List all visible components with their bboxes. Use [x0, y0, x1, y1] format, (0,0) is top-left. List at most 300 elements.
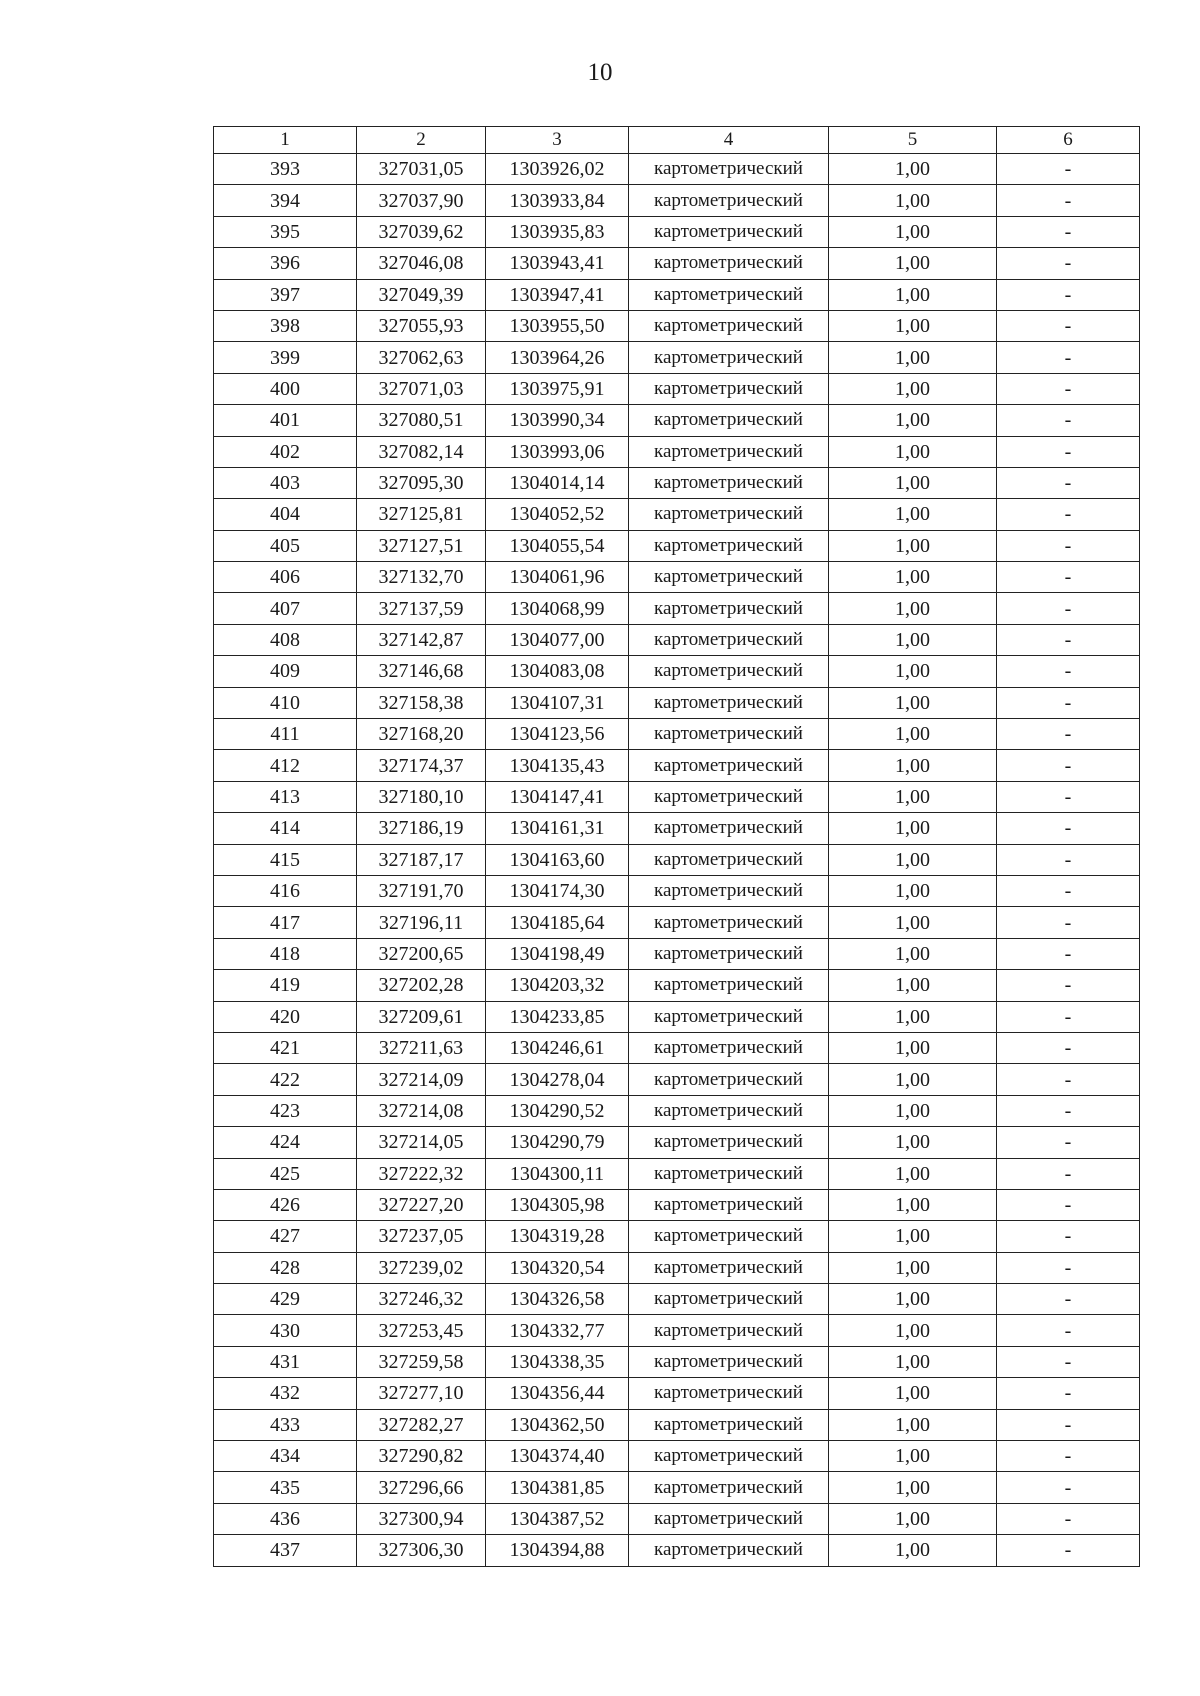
note-cell: -	[997, 373, 1140, 404]
x-coordinate-cell: 327211,63	[357, 1032, 486, 1063]
x-coordinate-cell: 327062,63	[357, 342, 486, 373]
note-cell: -	[997, 1472, 1140, 1503]
table-row	[214, 687, 1140, 718]
y-coordinate-cell: 1303964,26	[486, 342, 629, 373]
point-number-cell: 406	[214, 562, 357, 593]
y-coordinate-cell: 1303926,02	[486, 154, 629, 185]
note-cell: -	[997, 342, 1140, 373]
table-row	[214, 1064, 1140, 1095]
accuracy-cell: 1,00	[829, 1095, 997, 1126]
table-row	[214, 1252, 1140, 1283]
table-row	[214, 750, 1140, 781]
x-coordinate-cell: 327227,20	[357, 1189, 486, 1220]
accuracy-cell: 1,00	[829, 342, 997, 373]
accuracy-cell: 1,00	[829, 1064, 997, 1095]
table-row	[214, 1001, 1140, 1032]
method-cell: картометрический	[629, 781, 829, 812]
y-coordinate-cell: 1304055,54	[486, 530, 629, 561]
note-cell: -	[997, 1064, 1140, 1095]
accuracy-cell: 1,00	[829, 1032, 997, 1063]
x-coordinate-cell: 327306,30	[357, 1535, 486, 1566]
accuracy-cell: 1,00	[829, 154, 997, 185]
point-number-cell: 437	[214, 1535, 357, 1566]
table-row	[214, 342, 1140, 373]
method-cell: картометрический	[629, 279, 829, 310]
accuracy-cell: 1,00	[829, 405, 997, 436]
accuracy-cell: 1,00	[829, 719, 997, 750]
method-cell: картометрический	[629, 1441, 829, 1472]
table-row	[214, 1535, 1140, 1566]
point-number-cell: 408	[214, 624, 357, 655]
point-number-cell: 435	[214, 1472, 357, 1503]
note-cell: -	[997, 1409, 1140, 1440]
x-coordinate-cell: 327168,20	[357, 719, 486, 750]
header-col-1: 1	[214, 127, 357, 154]
y-coordinate-cell: 1304198,49	[486, 938, 629, 969]
accuracy-cell: 1,00	[829, 624, 997, 655]
x-coordinate-cell: 327253,45	[357, 1315, 486, 1346]
y-coordinate-cell: 1304381,85	[486, 1472, 629, 1503]
accuracy-cell: 1,00	[829, 1503, 997, 1534]
x-coordinate-cell: 327071,03	[357, 373, 486, 404]
point-number-cell: 426	[214, 1189, 357, 1220]
y-coordinate-cell: 1304161,31	[486, 813, 629, 844]
table-row	[214, 970, 1140, 1001]
accuracy-cell: 1,00	[829, 373, 997, 404]
point-number-cell: 427	[214, 1221, 357, 1252]
note-cell: -	[997, 938, 1140, 969]
y-coordinate-cell: 1304014,14	[486, 467, 629, 498]
point-number-cell: 421	[214, 1032, 357, 1063]
table-row	[214, 907, 1140, 938]
note-cell: -	[997, 1221, 1140, 1252]
x-coordinate-cell: 327200,65	[357, 938, 486, 969]
table-row	[214, 562, 1140, 593]
method-cell: картометрический	[629, 1503, 829, 1534]
table-row	[214, 279, 1140, 310]
method-cell: картометрический	[629, 530, 829, 561]
note-cell: -	[997, 1315, 1140, 1346]
method-cell: картометрический	[629, 467, 829, 498]
method-cell: картометрический	[629, 373, 829, 404]
note-cell: -	[997, 436, 1140, 467]
accuracy-cell: 1,00	[829, 687, 997, 718]
table-row	[214, 875, 1140, 906]
x-coordinate-cell: 327237,05	[357, 1221, 486, 1252]
table-row	[214, 1127, 1140, 1158]
point-number-cell: 397	[214, 279, 357, 310]
method-cell: картометрический	[629, 593, 829, 624]
point-number-cell: 409	[214, 656, 357, 687]
y-coordinate-cell: 1304387,52	[486, 1503, 629, 1534]
note-cell: -	[997, 530, 1140, 561]
table-row	[214, 1503, 1140, 1534]
x-coordinate-cell: 327174,37	[357, 750, 486, 781]
accuracy-cell: 1,00	[829, 1409, 997, 1440]
method-cell: картометрический	[629, 1221, 829, 1252]
x-coordinate-cell: 327180,10	[357, 781, 486, 812]
method-cell: картометрический	[629, 216, 829, 247]
accuracy-cell: 1,00	[829, 1221, 997, 1252]
note-cell: -	[997, 1346, 1140, 1377]
note-cell: -	[997, 1252, 1140, 1283]
note-cell: -	[997, 970, 1140, 1001]
accuracy-cell: 1,00	[829, 1284, 997, 1315]
method-cell: картометрический	[629, 687, 829, 718]
note-cell: -	[997, 1284, 1140, 1315]
table-row	[214, 248, 1140, 279]
header-col-2: 2	[357, 127, 486, 154]
note-cell: -	[997, 813, 1140, 844]
accuracy-cell: 1,00	[829, 844, 997, 875]
point-number-cell: 432	[214, 1378, 357, 1409]
table-row	[214, 1095, 1140, 1126]
table-row	[214, 1472, 1140, 1503]
x-coordinate-cell: 327186,19	[357, 813, 486, 844]
table-row	[214, 1441, 1140, 1472]
accuracy-cell: 1,00	[829, 279, 997, 310]
point-number-cell: 401	[214, 405, 357, 436]
note-cell: -	[997, 562, 1140, 593]
point-number-cell: 415	[214, 844, 357, 875]
header-col-4: 4	[629, 127, 829, 154]
method-cell: картометрический	[629, 844, 829, 875]
method-cell: картометрический	[629, 1189, 829, 1220]
method-cell: картометрический	[629, 656, 829, 687]
note-cell: -	[997, 750, 1140, 781]
point-number-cell: 400	[214, 373, 357, 404]
method-cell: картометрический	[629, 562, 829, 593]
point-number-cell: 410	[214, 687, 357, 718]
x-coordinate-cell: 327132,70	[357, 562, 486, 593]
note-cell: -	[997, 1095, 1140, 1126]
table-row	[214, 1221, 1140, 1252]
point-number-cell: 433	[214, 1409, 357, 1440]
x-coordinate-cell: 327049,39	[357, 279, 486, 310]
y-coordinate-cell: 1304300,11	[486, 1158, 629, 1189]
note-cell: -	[997, 1158, 1140, 1189]
table-row	[214, 216, 1140, 247]
note-cell: -	[997, 1001, 1140, 1032]
table-row	[214, 1378, 1140, 1409]
accuracy-cell: 1,00	[829, 593, 997, 624]
table-row	[214, 1284, 1140, 1315]
table-row	[214, 467, 1140, 498]
accuracy-cell: 1,00	[829, 1472, 997, 1503]
y-coordinate-cell: 1304083,08	[486, 656, 629, 687]
note-cell: -	[997, 1503, 1140, 1534]
y-coordinate-cell: 1303990,34	[486, 405, 629, 436]
note-cell: -	[997, 279, 1140, 310]
x-coordinate-cell: 327158,38	[357, 687, 486, 718]
y-coordinate-cell: 1304163,60	[486, 844, 629, 875]
method-cell: картометрический	[629, 970, 829, 1001]
y-coordinate-cell: 1304147,41	[486, 781, 629, 812]
point-number-cell: 417	[214, 907, 357, 938]
accuracy-cell: 1,00	[829, 1158, 997, 1189]
method-cell: картометрический	[629, 1127, 829, 1158]
x-coordinate-cell: 327080,51	[357, 405, 486, 436]
point-number-cell: 422	[214, 1064, 357, 1095]
y-coordinate-cell: 1304394,88	[486, 1535, 629, 1566]
method-cell: картометрический	[629, 719, 829, 750]
accuracy-cell: 1,00	[829, 499, 997, 530]
note-cell: -	[997, 781, 1140, 812]
table-row	[214, 844, 1140, 875]
accuracy-cell: 1,00	[829, 938, 997, 969]
x-coordinate-cell: 327214,08	[357, 1095, 486, 1126]
accuracy-cell: 1,00	[829, 1315, 997, 1346]
point-number-cell: 411	[214, 719, 357, 750]
note-cell: -	[997, 624, 1140, 655]
y-coordinate-cell: 1303955,50	[486, 310, 629, 341]
y-coordinate-cell: 1304123,56	[486, 719, 629, 750]
method-cell: картометрический	[629, 1158, 829, 1189]
table-row	[214, 938, 1140, 969]
y-coordinate-cell: 1303943,41	[486, 248, 629, 279]
accuracy-cell: 1,00	[829, 781, 997, 812]
table-row	[214, 373, 1140, 404]
y-coordinate-cell: 1304320,54	[486, 1252, 629, 1283]
y-coordinate-cell: 1303975,91	[486, 373, 629, 404]
y-coordinate-cell: 1304203,32	[486, 970, 629, 1001]
method-cell: картометрический	[629, 624, 829, 655]
y-coordinate-cell: 1304278,04	[486, 1064, 629, 1095]
accuracy-cell: 1,00	[829, 1378, 997, 1409]
method-cell: картометрический	[629, 1535, 829, 1566]
method-cell: картометрический	[629, 1001, 829, 1032]
note-cell: -	[997, 1378, 1140, 1409]
x-coordinate-cell: 327214,09	[357, 1064, 486, 1095]
table-row	[214, 813, 1140, 844]
x-coordinate-cell: 327277,10	[357, 1378, 486, 1409]
point-number-cell: 394	[214, 185, 357, 216]
point-number-cell: 436	[214, 1503, 357, 1534]
y-coordinate-cell: 1304107,31	[486, 687, 629, 718]
x-coordinate-cell: 327125,81	[357, 499, 486, 530]
method-cell: картометрический	[629, 499, 829, 530]
point-number-cell: 423	[214, 1095, 357, 1126]
method-cell: картометрический	[629, 405, 829, 436]
table-row	[214, 1189, 1140, 1220]
accuracy-cell: 1,00	[829, 750, 997, 781]
point-number-cell: 418	[214, 938, 357, 969]
point-number-cell: 430	[214, 1315, 357, 1346]
accuracy-cell: 1,00	[829, 970, 997, 1001]
note-cell: -	[997, 185, 1140, 216]
table-row	[214, 624, 1140, 655]
point-number-cell: 434	[214, 1441, 357, 1472]
note-cell: -	[997, 467, 1140, 498]
table-row	[214, 1409, 1140, 1440]
point-number-cell: 428	[214, 1252, 357, 1283]
x-coordinate-cell: 327137,59	[357, 593, 486, 624]
y-coordinate-cell: 1304185,64	[486, 907, 629, 938]
method-cell: картометрический	[629, 813, 829, 844]
accuracy-cell: 1,00	[829, 248, 997, 279]
method-cell: картометрический	[629, 1032, 829, 1063]
table-row	[214, 1032, 1140, 1063]
y-coordinate-cell: 1304052,52	[486, 499, 629, 530]
y-coordinate-cell: 1304326,58	[486, 1284, 629, 1315]
note-cell: -	[997, 310, 1140, 341]
y-coordinate-cell: 1303933,84	[486, 185, 629, 216]
coordinates-table	[213, 126, 1140, 1567]
point-number-cell: 396	[214, 248, 357, 279]
method-cell: картометрический	[629, 1378, 829, 1409]
note-cell: -	[997, 656, 1140, 687]
accuracy-cell: 1,00	[829, 1252, 997, 1283]
note-cell: -	[997, 154, 1140, 185]
x-coordinate-cell: 327046,08	[357, 248, 486, 279]
point-number-cell: 420	[214, 1001, 357, 1032]
header-col-3: 3	[486, 127, 629, 154]
accuracy-cell: 1,00	[829, 1441, 997, 1472]
y-coordinate-cell: 1304290,52	[486, 1095, 629, 1126]
x-coordinate-cell: 327296,66	[357, 1472, 486, 1503]
accuracy-cell: 1,00	[829, 185, 997, 216]
x-coordinate-cell: 327222,32	[357, 1158, 486, 1189]
point-number-cell: 405	[214, 530, 357, 561]
y-coordinate-cell: 1304356,44	[486, 1378, 629, 1409]
point-number-cell: 395	[214, 216, 357, 247]
x-coordinate-cell: 327082,14	[357, 436, 486, 467]
y-coordinate-cell: 1304290,79	[486, 1127, 629, 1158]
accuracy-cell: 1,00	[829, 310, 997, 341]
x-coordinate-cell: 327239,02	[357, 1252, 486, 1283]
y-coordinate-cell: 1303947,41	[486, 279, 629, 310]
y-coordinate-cell: 1304174,30	[486, 875, 629, 906]
accuracy-cell: 1,00	[829, 1189, 997, 1220]
x-coordinate-cell: 327202,28	[357, 970, 486, 1001]
y-coordinate-cell: 1304362,50	[486, 1409, 629, 1440]
x-coordinate-cell: 327039,62	[357, 216, 486, 247]
point-number-cell: 403	[214, 467, 357, 498]
x-coordinate-cell: 327187,17	[357, 844, 486, 875]
accuracy-cell: 1,00	[829, 436, 997, 467]
method-cell: картометрический	[629, 154, 829, 185]
method-cell: картометрический	[629, 342, 829, 373]
y-coordinate-cell: 1304233,85	[486, 1001, 629, 1032]
method-cell: картометрический	[629, 1095, 829, 1126]
x-coordinate-cell: 327095,30	[357, 467, 486, 498]
accuracy-cell: 1,00	[829, 1535, 997, 1566]
method-cell: картометрический	[629, 1284, 829, 1315]
table-header	[214, 127, 1140, 154]
note-cell: -	[997, 499, 1140, 530]
note-cell: -	[997, 1441, 1140, 1472]
accuracy-cell: 1,00	[829, 907, 997, 938]
table-row	[214, 530, 1140, 561]
table-row	[214, 656, 1140, 687]
note-cell: -	[997, 1189, 1140, 1220]
accuracy-cell: 1,00	[829, 875, 997, 906]
point-number-cell: 412	[214, 750, 357, 781]
x-coordinate-cell: 327031,05	[357, 154, 486, 185]
accuracy-cell: 1,00	[829, 216, 997, 247]
point-number-cell: 429	[214, 1284, 357, 1315]
accuracy-cell: 1,00	[829, 1346, 997, 1377]
x-coordinate-cell: 327282,27	[357, 1409, 486, 1440]
note-cell: -	[997, 1535, 1140, 1566]
accuracy-cell: 1,00	[829, 530, 997, 561]
note-cell: -	[997, 687, 1140, 718]
table-row	[214, 1158, 1140, 1189]
accuracy-cell: 1,00	[829, 1127, 997, 1158]
note-cell: -	[997, 593, 1140, 624]
x-coordinate-cell: 327037,90	[357, 185, 486, 216]
y-coordinate-cell: 1304061,96	[486, 562, 629, 593]
note-cell: -	[997, 405, 1140, 436]
y-coordinate-cell: 1304305,98	[486, 1189, 629, 1220]
method-cell: картометрический	[629, 436, 829, 467]
table-row	[214, 593, 1140, 624]
accuracy-cell: 1,00	[829, 656, 997, 687]
note-cell: -	[997, 719, 1140, 750]
header-col-6: 6	[997, 127, 1140, 154]
header-col-5: 5	[829, 127, 997, 154]
method-cell: картометрический	[629, 875, 829, 906]
table-row	[214, 1346, 1140, 1377]
x-coordinate-cell: 327246,32	[357, 1284, 486, 1315]
y-coordinate-cell: 1303935,83	[486, 216, 629, 247]
x-coordinate-cell: 327142,87	[357, 624, 486, 655]
note-cell: -	[997, 1032, 1140, 1063]
table-row	[214, 436, 1140, 467]
method-cell: картометрический	[629, 248, 829, 279]
point-number-cell: 424	[214, 1127, 357, 1158]
point-number-cell: 402	[214, 436, 357, 467]
point-number-cell: 416	[214, 875, 357, 906]
point-number-cell: 398	[214, 310, 357, 341]
y-coordinate-cell: 1304319,28	[486, 1221, 629, 1252]
x-coordinate-cell: 327300,94	[357, 1503, 486, 1534]
accuracy-cell: 1,00	[829, 813, 997, 844]
accuracy-cell: 1,00	[829, 1001, 997, 1032]
accuracy-cell: 1,00	[829, 467, 997, 498]
method-cell: картометрический	[629, 1346, 829, 1377]
point-number-cell: 414	[214, 813, 357, 844]
note-cell: -	[997, 248, 1140, 279]
note-cell: -	[997, 907, 1140, 938]
method-cell: картометрический	[629, 310, 829, 341]
note-cell: -	[997, 216, 1140, 247]
table-row	[214, 310, 1140, 341]
point-number-cell: 399	[214, 342, 357, 373]
y-coordinate-cell: 1303993,06	[486, 436, 629, 467]
method-cell: картометрический	[629, 1252, 829, 1283]
note-cell: -	[997, 844, 1140, 875]
y-coordinate-cell: 1304338,35	[486, 1346, 629, 1377]
x-coordinate-cell: 327127,51	[357, 530, 486, 561]
point-number-cell: 425	[214, 1158, 357, 1189]
point-number-cell: 419	[214, 970, 357, 1001]
x-coordinate-cell: 327214,05	[357, 1127, 486, 1158]
y-coordinate-cell: 1304246,61	[486, 1032, 629, 1063]
accuracy-cell: 1,00	[829, 562, 997, 593]
x-coordinate-cell: 327290,82	[357, 1441, 486, 1472]
point-number-cell: 404	[214, 499, 357, 530]
note-cell: -	[997, 1127, 1140, 1158]
y-coordinate-cell: 1304077,00	[486, 624, 629, 655]
point-number-cell: 393	[214, 154, 357, 185]
point-number-cell: 407	[214, 593, 357, 624]
x-coordinate-cell: 327055,93	[357, 310, 486, 341]
table-row	[214, 1315, 1140, 1346]
method-cell: картометрический	[629, 185, 829, 216]
x-coordinate-cell: 327146,68	[357, 656, 486, 687]
point-number-cell: 413	[214, 781, 357, 812]
